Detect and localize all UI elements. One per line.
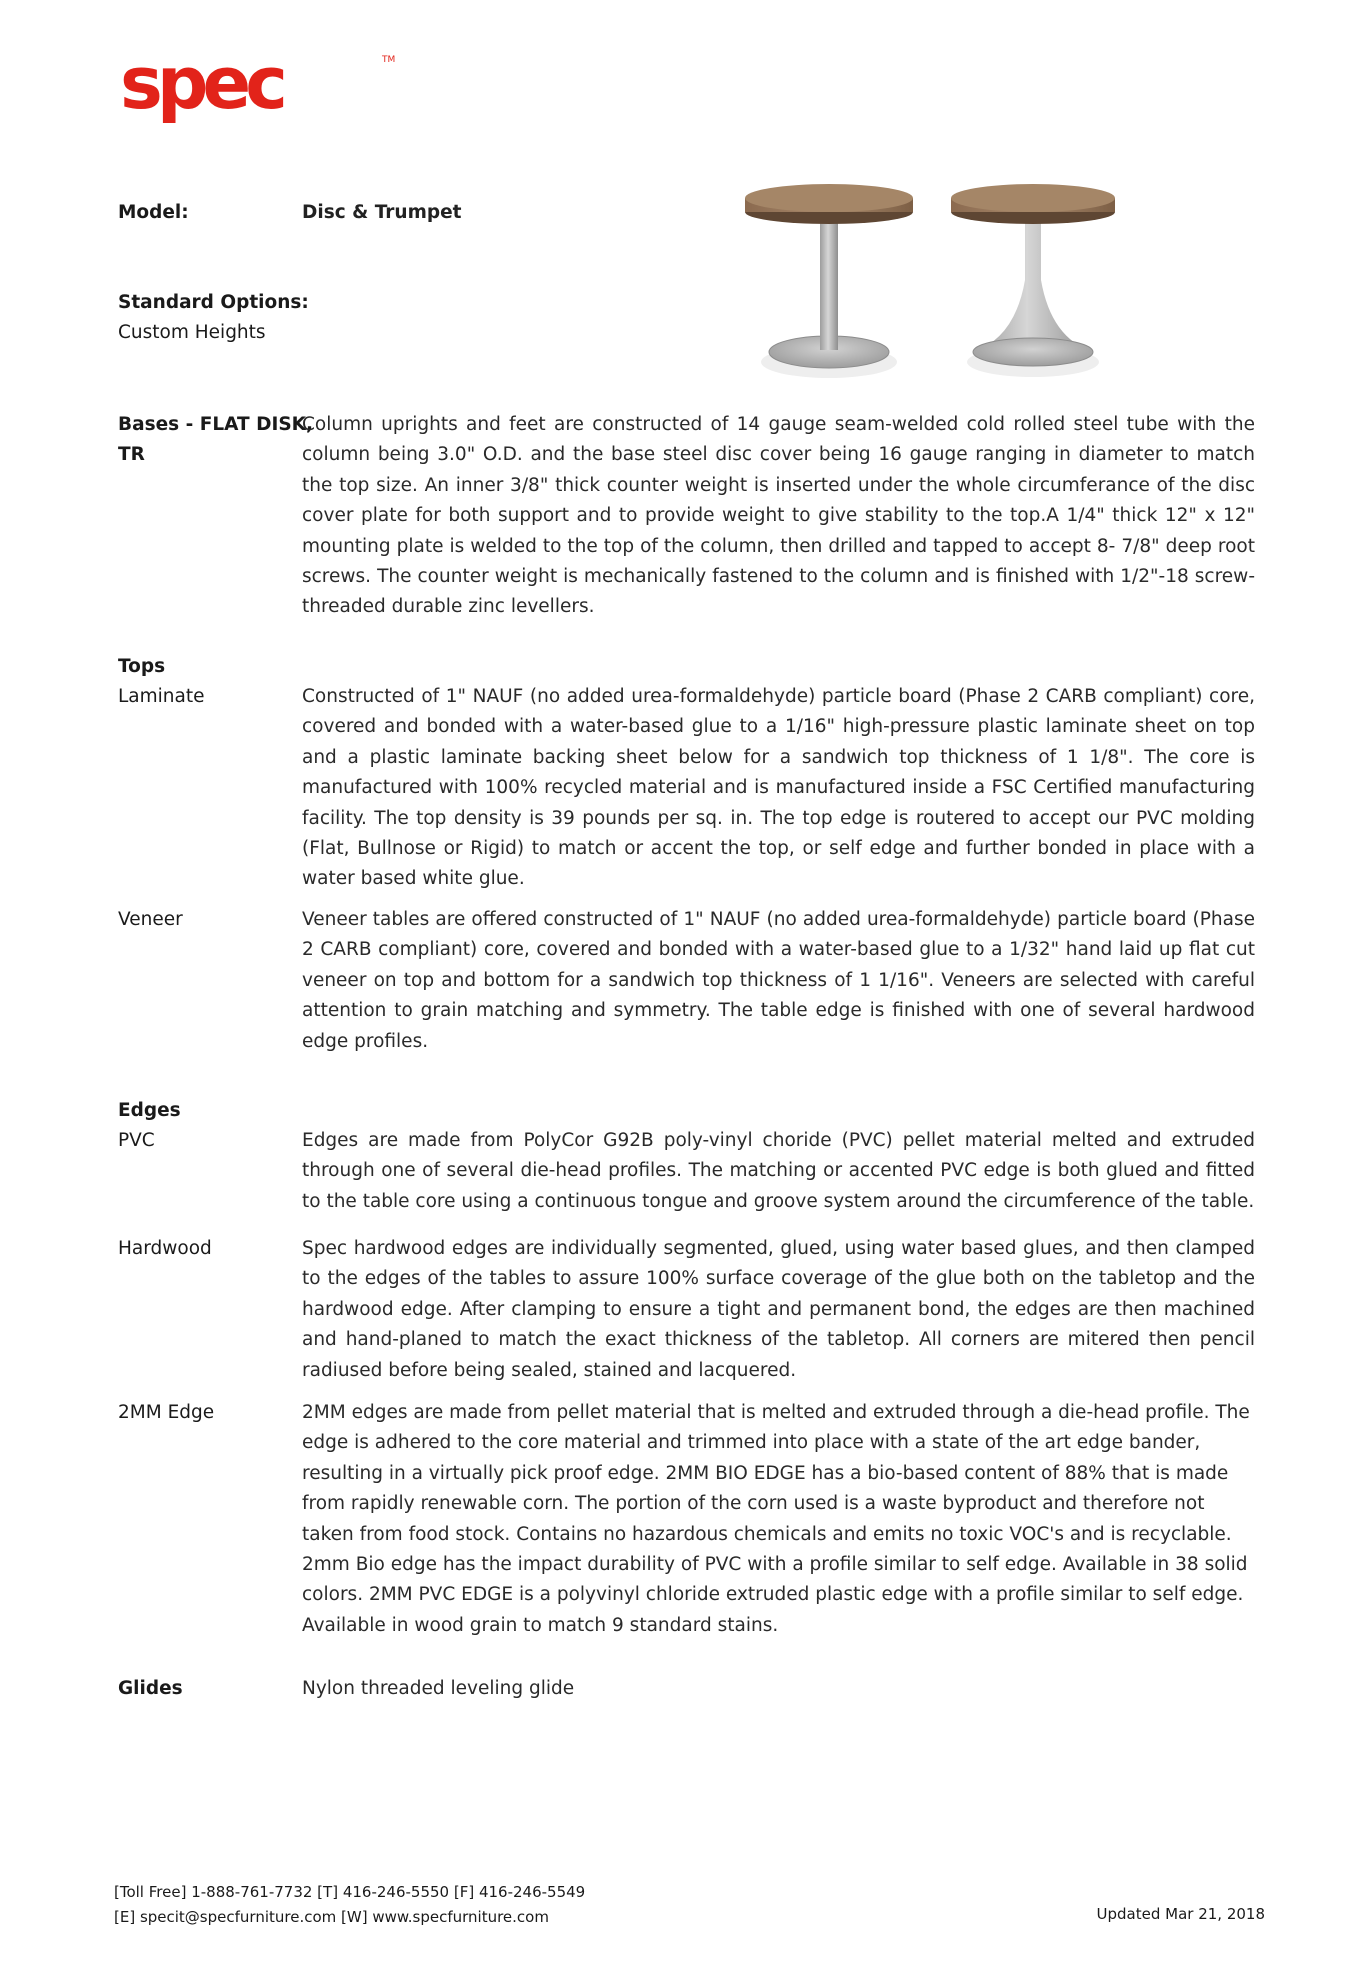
bases-description: Column uprights and feet are constructed of 14 gauge seam-welded cold rolled steel tube with the column being 3.0" O.D. and the base steel disc cover being 16 gauge ranging in diameter to match the top size. An inner 3/8" thick counter weight is inserted under the whole circumferance of the disc cover plate for both support and to provide weight to give stability to the top.A 1/4" thick 12" x 12" mounting plate is welded to the top of the column, then drilled and tapped to accept 8- 7/8" deep root screws. The counter weight is mechanically fastened to the column and is finished with 1/2"-18 screw-threaded durable zinc levellers.	[302, 414, 1255, 618]
footer-phone-line: [Toll Free] 1-888-761-7732 [T] 416-246-5550 [F] 416-246-5549	[114, 1883, 586, 1901]
trademark-symbol: TM	[382, 55, 396, 65]
trumpet-table-icon	[951, 184, 1115, 377]
standard-options-value: Custom Heights	[118, 322, 266, 343]
twomm-edge-label: 2MM Edge	[118, 1402, 215, 1423]
updated-date: Updated Mar 21, 2018	[1096, 1905, 1265, 1923]
standard-options-label: Standard Options:	[118, 292, 309, 313]
veneer-label: Veneer	[118, 909, 183, 930]
model-value: Disc & Trumpet	[302, 202, 462, 223]
pvc-description: Edges are made from PolyCor G92B poly-vinyl choride (PVC) pellet material melted and extruded through one of several die-head profiles. The matching or accented PVC edge is both glued and fitted to the table core using a continuous tongue and groove system around the circumference of the table.	[302, 1130, 1255, 1212]
disc-table-icon	[745, 184, 913, 378]
hardwood-description: Spec hardwood edges are individually segmented, glued, using water based glues, and then clamped to the edges of the tables to assure 100% surface coverage of the glue both on the tabletop and the hardwood edge. After clamping to ensure a tight and permanent bond, the edges are then machined and hand-planed to match the exact thickness of the tabletop. All corners are mitered then pencil radiused before being sealed, stained and lacquered.	[302, 1238, 1255, 1381]
model-label: Model:	[118, 202, 189, 223]
footer-web-line: [E] specit@specfurniture.com [W] www.specfurniture.com	[114, 1908, 549, 1926]
pvc-label: PVC	[118, 1130, 155, 1151]
brand-name: spec	[120, 50, 282, 125]
bases-label-line1: Bases - FLAT DISK,	[118, 414, 314, 435]
spec-logo	[120, 50, 400, 126]
glides-description: Nylon threaded leveling glide	[302, 1678, 575, 1699]
bases-label-line2: TR	[118, 444, 145, 465]
footer-contact	[114, 1880, 585, 1930]
laminate-label: Laminate	[118, 686, 205, 707]
laminate-description: Constructed of 1" NAUF (no added urea-formaldehyde) particle board (Phase 2 CARB compliant) core, covered and bonded with a water-based glue to a 1/16" high-pressure plastic laminate sheet on top and a plastic laminate backing sheet below for a sandwich top thickness of 1 1/8". The core is manufactured with 100% recycled material and is manufactured inside a FSC Certified manufacturing facility. The top density is 39 pounds per sq. in. The top edge is routered to accept our PVC molding (Flat, Bullnose or Rigid) to match or accent the top, or self edge and further bonded in place with a water based white glue.	[302, 686, 1255, 890]
edges-heading: Edges	[118, 1100, 181, 1121]
tops-heading: Tops	[118, 656, 166, 677]
product-image-disc-trumpet	[715, 170, 1140, 385]
twomm-edge-description: 2MM edges are made from pellet material that is melted and extruded through a die-head profile. The edge is adhered to the core material and trimmed into place with a state of the art edge bander, resulting in a virtually pick proof edge. 2MM BIO EDGE has a bio-based content of 88% that is made from rapidly renewable corn. The portion of the corn used is a waste byproduct and therefore not taken from food stock. Contains no hazardous chemicals and emits no toxic VOC's and is recyclable. 2mm Bio edge has the impact durability of PVC with a profile similar to self edge. Available in 38 solid colors. 2MM PVC EDGE is a polyvinyl chloride extruded plastic edge with a profile similar to self edge. Available in wood grain to match 9 standard stains.	[302, 1402, 1250, 1636]
glides-label: Glides	[118, 1678, 183, 1699]
hardwood-label: Hardwood	[118, 1238, 212, 1259]
veneer-description: Veneer tables are offered constructed of 1" NAUF (no added urea-formaldehyde) particle board (Phase 2 CARB compliant) core, covered and bonded with a water-based glue to a 1/32" hand laid up flat cut veneer on top and bottom for a sandwich top thickness of 1 1/16". Veneers are selected with careful attention to grain matching and symmetry. The table edge is finished with one of several hardwood edge profiles.	[302, 909, 1255, 1052]
